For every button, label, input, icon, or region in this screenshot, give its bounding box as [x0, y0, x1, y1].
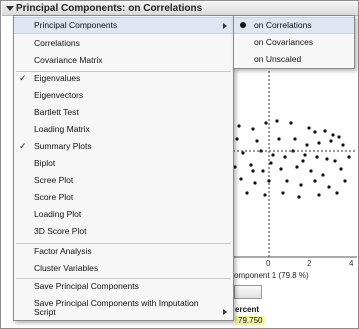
score-point[interactable]: [341, 143, 344, 146]
menu-item-label: Score Plot: [34, 192, 74, 202]
submenu-item-on-unscaled[interactable]: [234, 51, 354, 68]
score-point[interactable]: [291, 149, 294, 152]
score-point[interactable]: [323, 129, 326, 132]
score-plot-canvas: [233, 71, 357, 261]
score-point[interactable]: [343, 179, 346, 182]
radio-selected-icon: [240, 22, 246, 28]
menu-item-covariance-matrix[interactable]: [14, 52, 233, 69]
menu-item-label: Correlations: [34, 38, 80, 48]
score-point[interactable]: [293, 137, 296, 140]
menu-item-label: Loading Matrix: [34, 124, 90, 134]
score-point[interactable]: [285, 179, 288, 182]
menu-item-label: Factor Analysis: [34, 246, 92, 256]
disclosure-triangle-icon[interactable]: [6, 6, 14, 11]
submenu-item-label: on Covariances: [254, 37, 314, 47]
menu-item-label: 3D Score Plot: [34, 226, 87, 236]
score-point[interactable]: [267, 179, 270, 182]
menu-item-principal-components[interactable]: [14, 17, 233, 34]
submenu-arrow-icon: [223, 309, 227, 315]
menu-item-label: Bartlett Test: [34, 107, 79, 117]
score-point[interactable]: [303, 153, 306, 156]
submenu-item-on-correlations[interactable]: [234, 17, 354, 34]
score-point[interactable]: [321, 173, 324, 176]
score-point[interactable]: [337, 135, 340, 138]
score-point[interactable]: [245, 191, 248, 194]
score-point[interactable]: [307, 126, 310, 129]
table-column-header: ercent: [235, 305, 260, 314]
menu-item-eigenvectors[interactable]: [14, 87, 233, 104]
menu-item-label: Eigenvalues: [34, 73, 81, 83]
menu-item-label: Scree Plot: [34, 175, 74, 185]
score-point[interactable]: [329, 139, 332, 142]
menu-item-bartlett-test[interactable]: [14, 104, 233, 121]
context-menu: [13, 15, 234, 321]
score-point[interactable]: [313, 179, 316, 182]
menu-item-scree-plot[interactable]: [14, 172, 233, 189]
menu-item-3d-score-plot[interactable]: [14, 223, 233, 240]
score-point[interactable]: [289, 121, 292, 124]
score-point[interactable]: [297, 195, 300, 198]
plot-control-button[interactable]: [234, 285, 262, 299]
menu-item-eigenvalues[interactable]: [14, 70, 233, 87]
submenu-arrow-icon: [223, 23, 227, 29]
score-point[interactable]: [255, 139, 258, 142]
submenu-item-label: on Unscaled: [254, 54, 302, 64]
score-point[interactable]: [263, 193, 266, 196]
score-point[interactable]: [251, 169, 254, 172]
menu-item-label: Summary Plots: [34, 141, 92, 151]
score-point[interactable]: [347, 155, 350, 158]
menu-item-biplot[interactable]: [14, 155, 233, 172]
score-point[interactable]: [313, 130, 316, 133]
menu-item-label: Principal Components: [34, 20, 118, 30]
x-tick-label: 4: [349, 259, 354, 268]
principal-components-submenu: [233, 15, 355, 69]
score-point[interactable]: [295, 165, 298, 168]
score-point[interactable]: [237, 124, 240, 127]
score-point[interactable]: [281, 191, 284, 194]
menu-item-factor-analysis[interactable]: [14, 243, 233, 260]
menu-item-label: Script: [34, 307, 56, 317]
score-point[interactable]: [305, 143, 308, 146]
menu-item-save-principal-components[interactable]: [14, 278, 233, 295]
score-point[interactable]: [333, 159, 336, 162]
score-point[interactable]: [253, 181, 256, 184]
score-point[interactable]: [317, 141, 320, 144]
score-point[interactable]: [327, 185, 330, 188]
score-point[interactable]: [309, 169, 312, 172]
menu-item-label: Save Principal Components with Imputation: [34, 298, 199, 308]
menu-item-label: Eigenvectors: [34, 90, 84, 100]
menu-item-label: Biplot: [34, 158, 56, 168]
score-point[interactable]: [335, 191, 338, 194]
score-point[interactable]: [325, 157, 328, 160]
check-icon: ✓: [19, 141, 27, 151]
score-point[interactable]: [339, 167, 342, 170]
score-point[interactable]: [264, 121, 267, 124]
menu-item-loading-plot[interactable]: [14, 206, 233, 223]
score-point[interactable]: [275, 119, 278, 122]
menu-item-label: Covariance Matrix: [34, 55, 103, 65]
report-header[interactable]: [2, 2, 358, 16]
x-axis-label: omponent 1 (79.8 %): [234, 271, 309, 280]
submenu-item-label: on Correlations: [254, 20, 312, 30]
menu-item-score-plot[interactable]: [14, 189, 233, 206]
menu-item-summary-plots[interactable]: [14, 138, 233, 155]
submenu-item-on-covariances[interactable]: [234, 34, 354, 51]
x-axis-ticks: [233, 259, 357, 271]
score-point[interactable]: [331, 133, 334, 136]
score-point[interactable]: [301, 159, 304, 162]
score-point[interactable]: [317, 193, 320, 196]
score-point[interactable]: [261, 169, 264, 172]
score-point[interactable]: [239, 177, 242, 180]
score-point[interactable]: [269, 161, 272, 164]
score-point[interactable]: [315, 155, 318, 158]
score-point[interactable]: [277, 137, 280, 140]
x-tick-label: 0: [266, 259, 271, 268]
menu-item-label: Cluster Variables: [34, 263, 99, 273]
menu-item-correlations[interactable]: [14, 35, 233, 52]
score-point[interactable]: [241, 151, 244, 154]
score-point[interactable]: [283, 155, 286, 158]
check-icon: ✓: [19, 73, 27, 83]
score-point[interactable]: [235, 137, 238, 140]
score-point[interactable]: [251, 127, 254, 130]
menu-item-label: Loading Plot: [34, 209, 82, 219]
score-point[interactable]: [299, 183, 302, 186]
score-point[interactable]: [271, 153, 274, 156]
score-points: [233, 119, 350, 198]
x-tick-label: 2: [307, 259, 312, 268]
table-cell-value: 79.750: [235, 316, 265, 325]
score-point[interactable]: [259, 149, 262, 152]
score-point[interactable]: [249, 163, 252, 166]
menu-item-loading-matrix[interactable]: [14, 121, 233, 138]
menu-item-cluster-variables[interactable]: [14, 260, 233, 277]
menu-item-script[interactable]: [14, 305, 233, 320]
report-title: Principal Components: on Correlations: [16, 3, 203, 14]
menu-item-label: Save Principal Components: [34, 281, 139, 291]
score-point[interactable]: [279, 167, 282, 170]
